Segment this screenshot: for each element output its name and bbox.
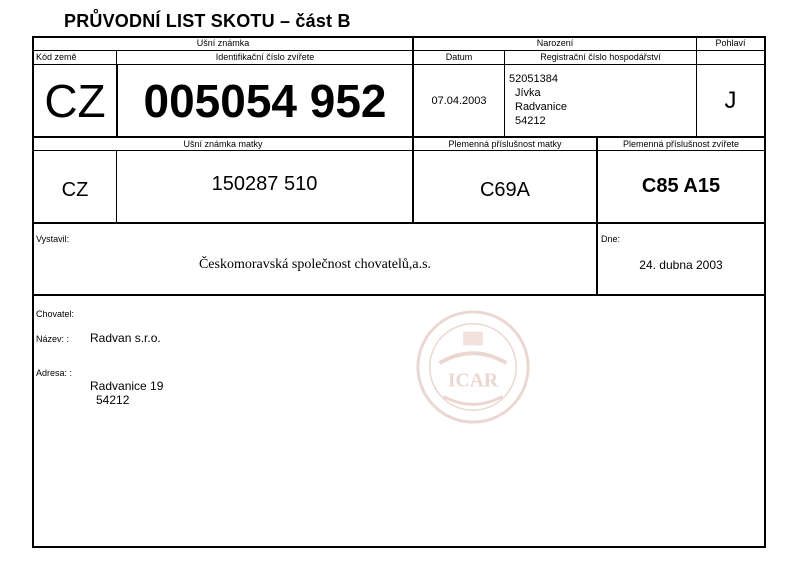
header-pohlavi: Pohlaví — [715, 38, 746, 48]
breeder-address-line1: Radvanice 19 — [90, 379, 164, 393]
header-narozeni: Narození — [536, 38, 574, 48]
header-usni-znamka-matky: Ušní známka matky — [183, 139, 263, 149]
sex: J — [724, 86, 737, 114]
header-identifikacni-cislo: Identifikační číslo zvířete — [215, 52, 315, 62]
breeder-label: Chovatel: — [36, 309, 75, 319]
country-code: CZ — [44, 74, 106, 127]
farm-reg-number: 52051384 — [509, 73, 558, 85]
farm-place: Radvanice — [515, 101, 567, 113]
animal-breed: C85 A15 — [641, 175, 721, 197]
header-kod-zeme: Kód země — [36, 52, 77, 62]
issuer-name: Českomoravská společnost chovatelů,a.s. — [198, 257, 432, 272]
breeder-address-label: Adresa: : — [36, 368, 73, 378]
breeder-name: Radvan s.r.o. — [90, 331, 161, 345]
farm-zip: 54212 — [515, 115, 546, 127]
breeder-address-line2: 54212 — [96, 393, 130, 407]
issuer-label: Vystavil: — [36, 234, 70, 244]
header-plemenna-matky: Plemenná příslušnost matky — [448, 139, 562, 149]
header-datum: Datum — [445, 52, 473, 62]
header-registracni-cislo: Registrační číslo hospodářství — [540, 52, 661, 62]
stamp-text: ICAR — [447, 369, 499, 392]
breeder-name-label: Název: : — [36, 334, 70, 344]
issue-date-label: Dne: — [601, 234, 621, 244]
issue-date: 24. dubna 2003 — [639, 258, 723, 272]
farm-registration-block — [509, 72, 567, 128]
mother-ear-tag: 150287 510 — [211, 173, 318, 195]
header-usni-znamka: Ušní známka — [196, 38, 250, 48]
mother-breed: C69A — [479, 179, 531, 201]
farm-name: Jívka — [515, 87, 541, 99]
birth-date: 07.04.2003 — [431, 94, 487, 107]
mother-country-code: CZ — [61, 179, 89, 201]
animal-id-number: 005054 952 — [143, 74, 387, 127]
icar-stamp — [414, 308, 532, 426]
header-plemenna-zvirete: Plemenná příslušnost zvířete — [622, 139, 740, 149]
document-title: PRŮVODNÍ LIST SKOTU – část B — [64, 11, 351, 31]
